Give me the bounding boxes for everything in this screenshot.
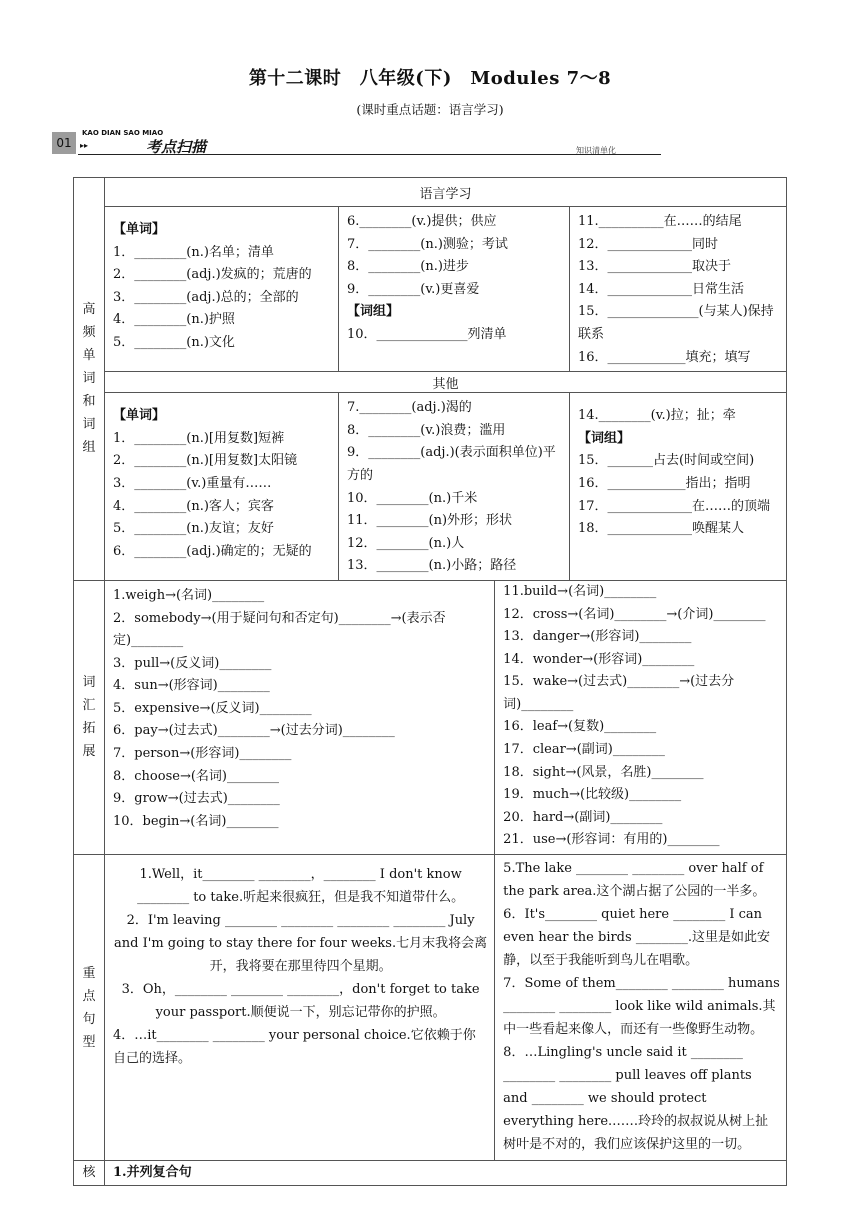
other-col-2: [339, 393, 570, 581]
banner-title: 考点扫描: [146, 138, 207, 156]
sentence-4: 4．…it________ ________ your personal choice.它依赖于你自己的选择。: [113, 1028, 476, 1067]
list-item: 21．use→(形容词：有用的)________: [503, 832, 720, 848]
list-item: 20．hard→(副词)________: [503, 809, 663, 825]
page-title: 第十二课时 八年级(下) Modules 7～8: [248, 68, 612, 89]
sentence-5: 5.The lake ________ ________ over half of the park area.这个湖占据了公园的一半多。: [503, 861, 766, 900]
banner-pinyin: KAO DIAN SAO MIAO: [82, 129, 164, 137]
topic-col-2: [339, 207, 570, 372]
list-item: 9．grow→(过去式)________: [113, 791, 280, 807]
list-item: 19．much→(比较级)________: [503, 787, 682, 803]
list-item: 4．________(n.)客人；宾客: [113, 498, 274, 514]
list-item: 17．clear→(副词)________: [503, 742, 665, 758]
list-item: 9．________(adj.)(表示面积单位)平方的: [347, 445, 556, 483]
list-item: 8．________(n.)进步: [347, 259, 469, 275]
list-item: 4．________(n.)护照: [113, 312, 235, 328]
list-item: 14．_____________日常生活: [578, 281, 745, 297]
list-item: 4．sun→(形容词)________: [113, 678, 270, 694]
list-item: 3．________(v.)重量有……: [113, 475, 272, 491]
list-item: 8．choose→(名词)________: [113, 768, 279, 784]
topic-col-1: [105, 207, 339, 372]
list-item: 18．sight→(风景，名胜)________: [503, 764, 704, 780]
list-item: 12．cross→(名词)________→(介词)________: [503, 606, 766, 622]
section-number: 01: [52, 132, 76, 154]
list-item: 11．________(n)外形；形状: [347, 513, 513, 529]
list-item: 18．_____________唤醒某人: [578, 521, 745, 537]
list-item: 6．pay→(过去式)________→(过去分词)________: [113, 723, 395, 739]
list-item: 11.build→(名词)________: [503, 583, 657, 599]
list-item: 10．________(n.)千米: [347, 490, 478, 506]
list-item: 16．leaf→(复数)________: [503, 719, 657, 735]
other-header: 其他: [105, 372, 787, 393]
list-item: 8．________(v.)浪费；滥用: [347, 422, 506, 438]
list-item: 12．________(n.)人: [347, 535, 465, 551]
list-item: 14.________(v.)拉；扯；牵: [578, 408, 736, 424]
list-item: 7.________(adj.)渴的: [347, 400, 472, 416]
section-label-sentences: 重点句型: [74, 855, 105, 1161]
other-col-1: [105, 393, 339, 581]
list-item: 【单词】: [113, 408, 166, 424]
list-item: 【单词】: [113, 222, 166, 237]
list-item: 2．________(n.)[用复数]太阳镜: [113, 453, 298, 469]
list-item: 10．______________列清单: [347, 326, 507, 342]
list-item: 5．expensive→(反义词)________: [113, 700, 312, 716]
list-item: 1．________(n.)名单；清单: [113, 244, 274, 260]
list-item: 14．wonder→(形容词)________: [503, 651, 695, 667]
sentence-1: 1.Well，it________ ________，________ I don't know ________ to take.听起来很疯狂，但是我不知道带什么。: [137, 867, 465, 906]
list-item: 16．____________填充；填写: [578, 349, 751, 365]
list-item: 9．________(v.)更喜爱: [347, 281, 480, 297]
list-item: 5．________(n.)文化: [113, 334, 235, 350]
knowledge-table: [73, 177, 787, 1186]
vocab-right: [495, 580, 787, 854]
list-item: 16．____________指出；指明: [578, 475, 751, 491]
section-label-vocab: 词汇拓展: [74, 580, 105, 854]
other-col-3: [570, 393, 787, 581]
list-item: 3．pull→(反义词)________: [113, 655, 272, 671]
list-item: 1．________(n.)[用复数]短裤: [113, 430, 285, 446]
list-item: 13．danger→(形容词)________: [503, 629, 692, 645]
list-item: 15．______________(与某人)保持联系: [578, 304, 774, 342]
list-item: 5．________(n.)友谊；友好: [113, 521, 274, 537]
list-item: 6．________(adj.)确定的；无疑的: [113, 543, 312, 559]
list-item: 10．begin→(名词)________: [113, 813, 279, 829]
list-item: 【词组】: [578, 430, 631, 446]
list-item: 1.weigh→(名词)________: [113, 587, 265, 603]
section-label-core: 核: [74, 1161, 105, 1186]
arrows-icon: ▸▸: [80, 141, 89, 150]
list-item: 17．_____________在……的顶端: [578, 498, 771, 514]
list-item: 13．________(n.)小路；路径: [347, 558, 517, 574]
sentences-right: [495, 855, 787, 1161]
section-label-words: 高频单词和词组: [74, 178, 105, 581]
list-item: 11.__________在……的结尾: [578, 214, 742, 229]
topic-col-3: [570, 207, 787, 372]
core-row: 1.并列复合句: [105, 1161, 787, 1186]
sentence-7: 7．Some of them________ ________ humans ________ ________ look like wild animals.其中一些看起来像人，而还有一些像野生动物。: [503, 976, 780, 1038]
section-banner: [50, 128, 660, 158]
list-item: 6.________(v.)提供；供应: [347, 214, 497, 229]
list-item: 15．_______占去(时间或空间): [578, 453, 755, 469]
list-item: 3．________(adj.)总的；全部的: [113, 289, 299, 305]
topic-header: 语言学习: [105, 178, 787, 207]
sentence-8: 8．…Lingling's uncle said it ________ ________ ________ pull leaves off plants and ________ we should protect everything here.……玲玲的叔叔说从树上扯树叶是不对的，我们应该保护这里的一切。: [503, 1045, 769, 1153]
list-item: 7．________(n.)测验；考试: [347, 236, 508, 252]
sentence-2: 2．I'm leaving ________ ________ ________ ________ July and I'm going to stay there for four weeks.七月末我将会离开，我将要在那里待四个星期。: [114, 913, 488, 975]
sentences-left: [105, 855, 495, 1161]
sentence-6: 6．It's________ quiet here ________ I can even hear the birds ________.这里是如此安静，以至于我能听到鸟儿在唱歌。: [503, 907, 770, 969]
list-item: 15．wake→(过去式)________→(过去分词)________: [503, 674, 735, 712]
list-item: 【词组】: [347, 304, 400, 320]
list-item: 2．________(adj.)发疯的；荒唐的: [113, 267, 312, 283]
list-item: 2．somebody→(用于疑问句和否定句)________→(表示否定)________: [113, 610, 446, 649]
list-item: 7．person→(形容词)________: [113, 746, 292, 762]
sentence-3: 3．Oh，________ ________ ________，don't forget to take your passport.顺便说一下，别忘记带你的护照。: [121, 982, 480, 1021]
list-item: 13．_____________取决于: [578, 259, 732, 275]
list-item: 12．_____________同时: [578, 236, 719, 252]
page-subtitle: (课时重点话题：语言学习): [356, 102, 504, 117]
vocab-left: [105, 580, 495, 854]
banner-tag: 知识清单化: [576, 146, 616, 155]
